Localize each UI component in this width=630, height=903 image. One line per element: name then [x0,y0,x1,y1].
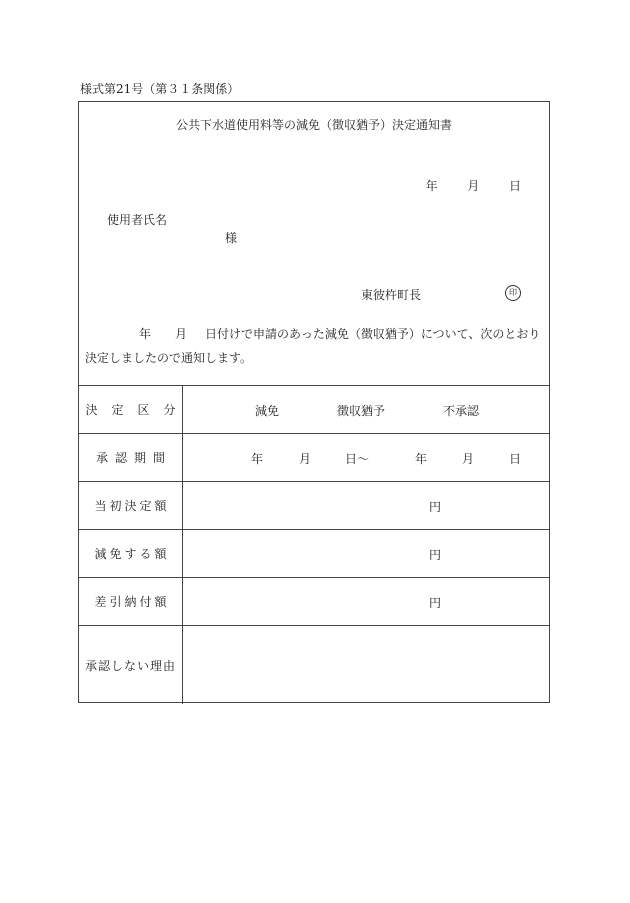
period-from-day: 日～ [345,452,370,466]
date-month: 月 [467,179,480,193]
period-to-year: 年 [415,452,428,466]
body-month: 月 [175,327,188,341]
row-decision [79,386,549,434]
initial-amount-label: 当初決定額 [94,499,170,513]
option-chosyu-yuyo: 徴収猶予 [337,404,386,418]
reason-label: 承認しない理由 [84,658,176,673]
period-from-year: 年 [251,452,264,466]
honorific-sama: 様 [225,231,238,245]
reason-field [183,626,549,704]
body-year: 年 [139,327,152,341]
body-text: 日付けで申請のあった減免（徴収猶予）について、次のとおり決定しましたので通知します。 [85,327,541,365]
period-from-month: 月 [299,452,312,466]
period-to-month: 月 [462,452,475,466]
initial-amount-unit: 円 [429,500,442,514]
option-fushonin: 不承認 [443,404,480,418]
period-to-day: 日 [509,452,522,466]
balance-amount-label: 差引納付額 [94,595,170,609]
user-name-label: 使用者氏名 [107,213,168,227]
form-number-label: 様式第21号（第３１条関係） [80,82,240,96]
exempt-amount-unit: 円 [429,548,442,562]
row-initial-amount [79,482,549,530]
seal-icon: 印 [505,285,521,301]
balance-amount-unit: 円 [429,596,442,610]
notice-form [78,101,550,703]
date-year: 年 [425,179,438,193]
period-label: 承認期間 [95,451,172,465]
row-exempt-amount [79,530,549,578]
decision-label: 決定区分 [85,403,190,417]
row-reason [79,626,549,704]
notice-body [85,322,545,370]
decision-table [79,385,549,704]
document-title: 公共下水道使用料等の減免（徴収猶予）決定通知書 [175,118,452,132]
issuer-title: 東彼杵町長 [361,288,422,302]
row-period [79,434,549,482]
row-balance-amount [79,578,549,626]
option-genmen: 減免 [255,404,280,418]
date-day: 日 [508,179,521,193]
exempt-amount-label: 減免する額 [94,547,170,561]
issue-date [426,177,521,194]
